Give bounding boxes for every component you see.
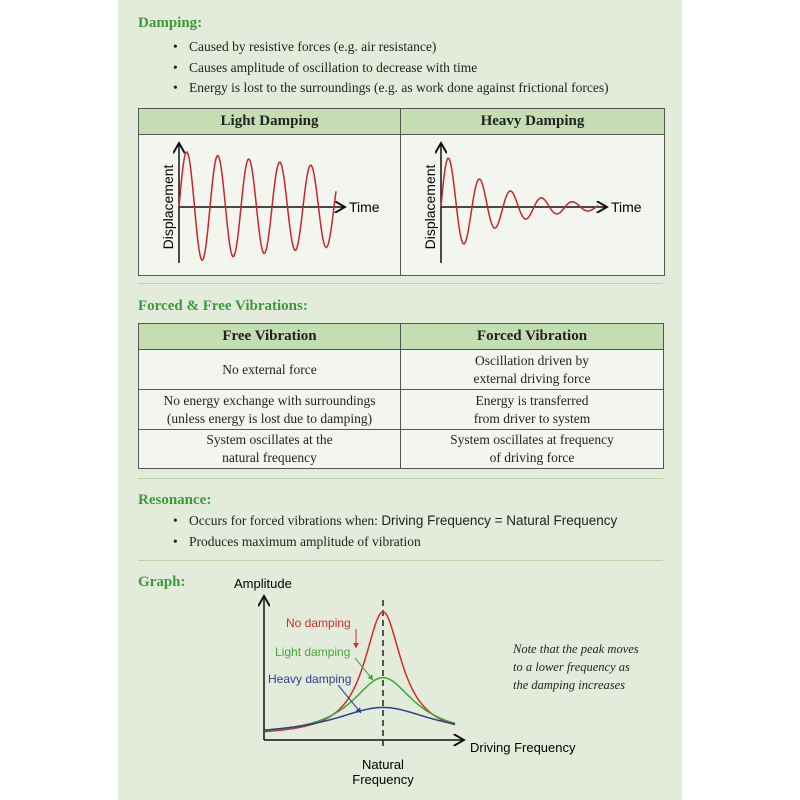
oscillation-curve [179, 152, 336, 260]
natural-frequency-label: Natural [362, 757, 404, 772]
cell: No external force [139, 350, 401, 390]
damping-table [138, 108, 665, 276]
oscillation-curve [441, 158, 598, 244]
damping-bullets [173, 39, 609, 101]
time-label: Time [349, 199, 380, 215]
bullet: • Energy is lost to the surroundings (e.g. as work done against frictional forces) [173, 80, 609, 101]
header-forced: Forced Vibration [401, 324, 664, 350]
natural-frequency-label: Frequency [352, 772, 414, 787]
cell: Energy is transferred from driver to system [401, 390, 664, 430]
x-axis-label: Driving Frequency [470, 740, 576, 755]
header-heavy-damping: Heavy Damping [401, 109, 665, 135]
graph-heading: Graph: [138, 574, 186, 590]
time-label: Time [611, 199, 642, 215]
forced-heading: Forced & Free Vibrations: [138, 298, 308, 314]
cell: No energy exchange with surroundings (unless energy is lost due to damping) [139, 390, 401, 430]
divider [138, 560, 663, 561]
damping-heading: Damping: [138, 15, 203, 31]
displacement-label: Displacement [422, 164, 438, 250]
header-free: Free Vibration [139, 324, 401, 350]
displacement-label: Displacement [160, 164, 176, 250]
cell: Oscillation driven by external driving force [401, 350, 664, 390]
bullet: • Produces maximum amplitude of vibration [173, 534, 617, 555]
resonance-bullets [173, 513, 617, 554]
curve-label: Light damping [275, 645, 351, 659]
resonance-formula: Driving Frequency = Natural Frequency [381, 513, 618, 528]
header-light-damping: Light Damping [139, 109, 401, 135]
graph-note: Note that the peak moves to a lower frequency as the damping increases [513, 642, 639, 692]
divider [138, 478, 663, 479]
cell: System oscillates at frequency of driving force [401, 430, 664, 469]
cell: System oscillates at the natural frequency [139, 430, 401, 469]
curve-label: No damping [286, 616, 351, 630]
light-damping-graph [139, 135, 400, 270]
resonance-heading: Resonance: [138, 492, 212, 508]
bullet: • Occurs for forced vibrations when: Driving Frequency = Natural Frequency [173, 513, 617, 534]
revision-panel [118, 0, 682, 800]
vibration-table [138, 323, 664, 469]
curve-label: Heavy damping [268, 672, 352, 686]
heavy-damping-graph [401, 135, 664, 270]
bullet: • Caused by resistive forces (e.g. air resistance) [173, 39, 609, 60]
y-axis-label: Amplitude [234, 576, 292, 591]
bullet: • Causes amplitude of oscillation to decrease with time [173, 60, 609, 81]
divider [138, 283, 663, 284]
